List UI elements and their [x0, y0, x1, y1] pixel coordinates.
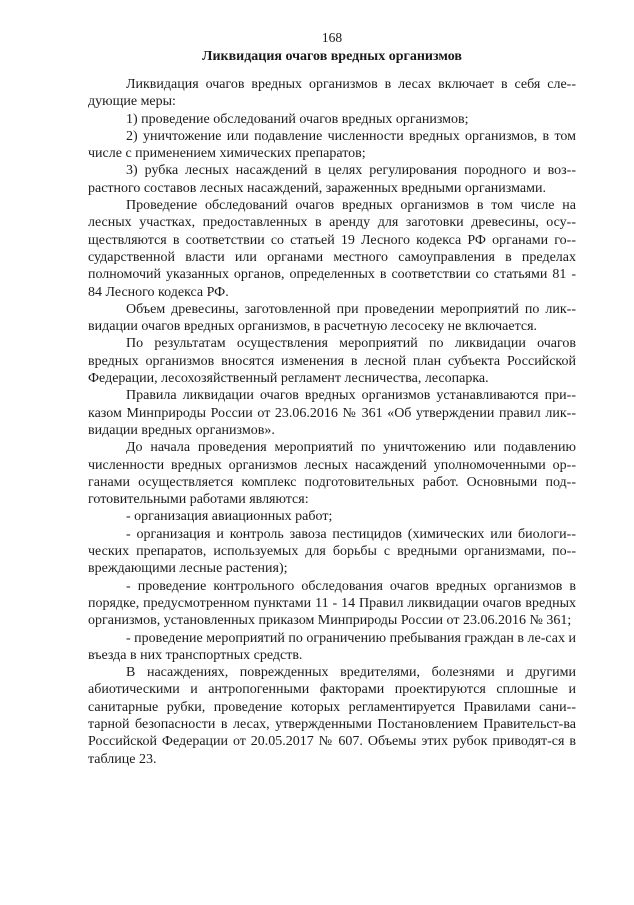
- page-number: 168: [321, 30, 343, 45]
- list-item-2: 2) уничтожение или подавление численности вредных организмов, в том числе с применением химических препаратов;: [88, 128, 576, 162]
- list-item-1: 1) проведение обследований очагов вредных организмов;: [126, 111, 469, 127]
- dash-item-aviation: - организация авиационных работ;: [126, 509, 333, 525]
- dash-item-pesticides: - организация и контроль завоза пестицидов (химических или биологи-ческих препаратов, используемых для борьбы с вредными организмами, по-вреждающими лесные растения);: [88, 526, 576, 577]
- paragraph-preparation: До начала проведения мероприятий по уничтожению или подавлению численности вредных организмов лесных насаждений уполномоченными ор-ганами осуществляется комплекс подготовительных работ. Основными под-готовительными работами являются:: [88, 440, 576, 508]
- paragraph-surveys: Проведение обследований очагов вредных организмов в том числе на лесных участках, предоставленных в аренду для заготовки древесины, осу-ществляются в соответствии со статьей 19 Лесного кодекса РФ органами го-сударственной власти или органами местного самоуправления в пределах полномочий указанных органов, определенных в соответствии со статьями 81 - 84 Лесного кодекса РФ.: [88, 198, 576, 300]
- paragraph-results: По результатам осуществления мероприятий по ликвидации очагов вредных организмов вносятся изменения в лесной план субъекта Российской Федерации, лесохозяйственный регламент лесничества, лесопарка.: [88, 336, 576, 387]
- body-text: [88, 76, 576, 768]
- dash-item-control-survey: - проведение контрольного обследования очагов вредных организмов в порядке, предусмотренном пунктами 11 - 14 Правил ликвидации очагов вредных организмов, установленных приказом Минприроды России от 23.06.2016 № 361;: [88, 578, 576, 629]
- document-page: [88, 30, 576, 768]
- paragraph-intro: Ликвидация очагов вредных организмов в лесах включает в себя сле-дующие меры:: [88, 77, 576, 110]
- dash-item-restriction: - проведение мероприятий по ограничению пребывания граждан в ле-сах и въезда в них транспортных средств.: [88, 630, 576, 663]
- paragraph-rules: Правила ликвидации очагов вредных организмов устанавливаются при-казом Минприроды России от 23.06.2016 № 361 «Об утверждении правил лик-видации вредных организмов».: [88, 388, 576, 438]
- list-item-3: 3) рубка лесных насаждений в целях регулирования породного и воз-растного составов лесных насаждений, зараженных вредными организмами.: [88, 163, 576, 196]
- section-title: Ликвидация очагов вредных организмов: [202, 49, 462, 64]
- paragraph-felling: В насаждениях, поврежденных вредителями, болезнями и другими абиотическими и антропогенными факторами проектируются сплошные и санитарные рубки, проведение которых регламентируется Правилами сани-тарной безопасности в лесах, утвержденными Постановлением Правительст-ва Российской Федерации от 20.05.2017 № 607. Объемы этих рубок приводят-ся в таблице 23.: [88, 665, 576, 767]
- paragraph-wood-volume: Объем древесины, заготовленной при проведении мероприятий по лик-видации очагов вредных организмов, в расчетную лесосеку не включается.: [88, 301, 576, 335]
